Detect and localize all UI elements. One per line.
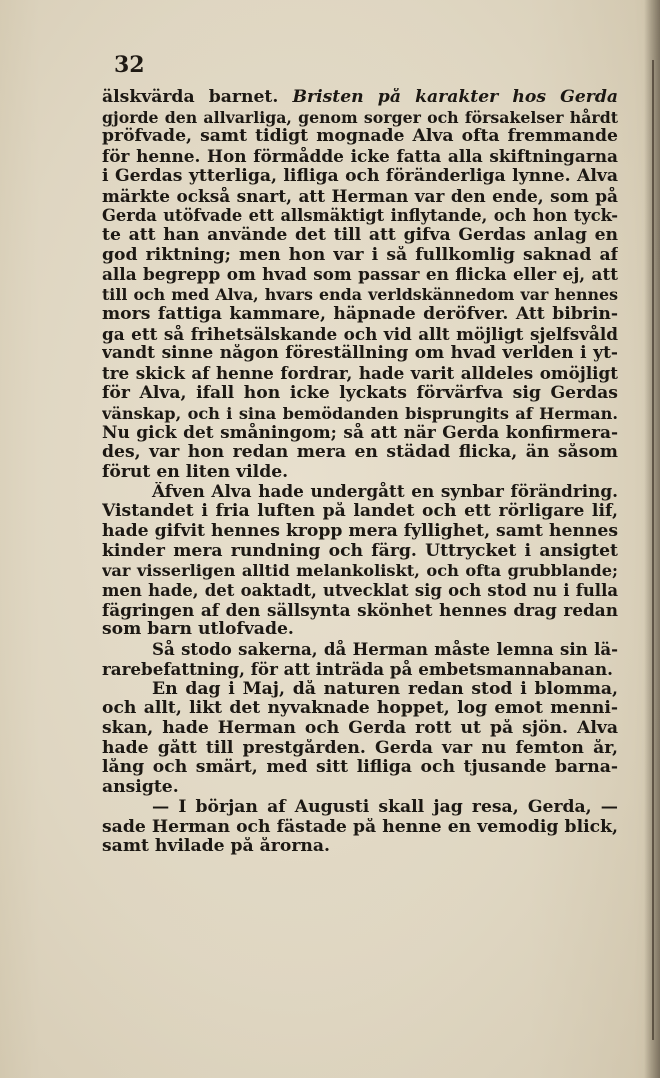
body-text (102, 88, 618, 857)
text-line: märkte också snart, att Herman var den ende, som på (102, 186, 618, 206)
page-number: 32 (114, 52, 145, 78)
text-line: Vistandet i fria luften på landet och ett rörligare lif, (102, 502, 618, 522)
text-line: Gerda utöfvade ett allsmäktigt inflytande, och hon tyck- (102, 206, 618, 226)
text-line: i Gerdas ytterliga, lifliga och föränderliga lynne. Alva (102, 166, 618, 186)
text-line: pröfvade, samt tidigt mognade Alva ofta fremmande (102, 127, 618, 147)
text-line: rarebefattning, för att inträda på embetsmannabanan. (102, 659, 613, 679)
paragraph-start: En dag i Maj, då naturen redan stod i blomma, (152, 679, 618, 699)
paragraph-start: Så stodo sakerna, då Herman måste lemna sin lä- (152, 640, 618, 660)
text-line: var visserligen alltid melankoliskt, och ofta grubblande; (102, 561, 618, 581)
text-line: gjorde den allvarliga, genom sorger och försakelser hårdt (102, 107, 618, 127)
text-line: lång och smärt, med sitt lifliga och tjusande barna- (102, 758, 618, 778)
text-line: men hade, det oaktadt, utvecklat sig och stod nu i fulla (102, 580, 618, 600)
text-line: ga ett så frihetsälskande och vid allt möjligt sjelfsvåld (102, 324, 618, 344)
paragraph-start: Äfven Alva hade undergått en synbar förändring. (152, 482, 618, 502)
text-line: till och med Alva, hvars enda verldskännedom var hennes (102, 285, 618, 305)
text-line: samt hvilade på årorna. (102, 837, 331, 857)
text-line: för henne. Hon förmådde icke fatta alla skiftningarna (102, 147, 618, 167)
text-line: för Alva, ifall hon icke lyckats förvärfva sig Gerdas (102, 383, 618, 403)
text-line: skan, hade Herman och Gerda rott ut på sjön. Alva (102, 719, 618, 738)
text-line: och allt, likt det nyvaknade hoppet, log emot menni- (102, 699, 618, 719)
text-line: te att han använde det till att gifva Gerdas anlag en (102, 226, 618, 246)
text-line: des, var hon redan mera en städad flicka, än såsom (102, 442, 618, 462)
text-line: förut en liten vilde. (102, 462, 289, 482)
text-line: sade Herman och fästade på henne en vemodig blick, (102, 817, 618, 837)
text-line: hade gått till prestgården. Gerda var nu femton år, (102, 738, 618, 758)
text-line: tre skick af henne fordrar, hade varit alldeles omöjligt (102, 364, 618, 384)
text-line: som barn utlofvade. (102, 620, 294, 640)
text-line: fägringen af den sällsynta skönhet hennes drag redan (102, 600, 618, 620)
paragraph-start: — I början af Augusti skall jag resa, Gerda, — (152, 797, 618, 817)
text-line: kinder mera rundning och färg. Uttrycket i ansigtet (102, 541, 618, 561)
text-line: vandt sinne någon föreställning om hvad verlden i yt- (102, 344, 618, 364)
text-line: god riktning; men hon var i så fullkomlig saknad af (102, 245, 618, 265)
page-edge-line (652, 60, 654, 1040)
text-line: ansigte. (102, 778, 179, 798)
text-line: vänskap, och i sina bemödanden bisprungits af Herman. (102, 403, 618, 423)
text-line: älskvärda barnet. Bristen på karakter hos Gerda (102, 88, 618, 107)
text-line: Nu gick det småningom; så att när Gerda konfirmera- (102, 423, 618, 443)
text-line: mors fattiga kammare, häpnade deröfver. Att bibrin- (102, 304, 618, 324)
text-line: hade gifvit hennes kropp mera fyllighet, samt hennes (102, 521, 618, 541)
text-line: alla begrepp om hvad som passar en flicka eller ej, att (102, 265, 618, 285)
